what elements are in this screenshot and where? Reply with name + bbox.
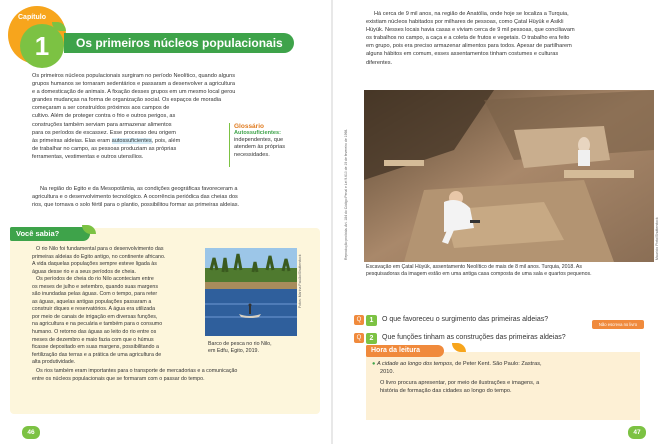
text-line: às primeiras aldeias. Elas eram autossuficientes, pois, além <box>32 137 181 144</box>
text-line: e a domesticação de animais. A fixação desses grupos em um mesmo local gerou <box>32 89 236 96</box>
text-line: humano. O retorno das águas ao leito do rio entre os <box>32 329 157 336</box>
question-number: 2 <box>366 333 377 344</box>
text-line: para os períodos de escassez. Esse processo deu origem <box>32 129 176 136</box>
text-line: Os períodos de cheia do rio Nilo aconteciam entre <box>36 276 154 283</box>
text-line: águas desse rio e a seus períodos de cheia. <box>32 268 136 275</box>
excavation-photo <box>364 90 654 262</box>
text-line: Há cerca de 9 mil anos, na região de Anatólia, onde hoje se localiza a Turquia, <box>374 11 569 17</box>
text-line: O livro procura apresentar, por meio de ilustrações e imagens, a <box>380 380 540 386</box>
nile-photo-caption <box>208 341 298 355</box>
notebook-notice: Não escreva no livro <box>592 320 644 329</box>
copyright-notice: Reprodução proibida. Art. 184 do Código Penal e Lei 9.610 de 19 de fevereiro de 1998. <box>344 128 348 260</box>
text-line: os meses de julho e setembro, quando suas margens <box>32 283 159 290</box>
glossary-box <box>229 123 309 167</box>
text-line: entre os núcleos populacionais que se formaram com o passar do tempo. <box>32 375 205 382</box>
question-number: 1 <box>366 315 377 326</box>
chapter-title: Os primeiros núcleos populacionais <box>64 33 294 53</box>
oral-activity-icon: Q <box>354 315 364 325</box>
text-line: independentes, que <box>234 137 284 144</box>
text-line: O rio Nilo foi fundamental para o desenvolvimento das <box>36 246 164 252</box>
text-line: Na região do Egito e da Mesopotâmia, as condições geográficas favoreceram a <box>40 186 238 192</box>
left-page <box>0 0 331 444</box>
text-line: atendem às próprias <box>234 144 285 151</box>
oral-activity-icon: Q <box>354 333 364 343</box>
book-reference: ● A cidade ao longo dos tempos, de Peter Kent. São Paulo: Zastras, <box>372 361 542 367</box>
chapter-number: 1 <box>20 24 64 68</box>
text-line: alguns hábitos em comum, esses assentamentos tinham costumes e culturas <box>366 51 559 58</box>
voce-sabia-title: Você sabia? <box>10 227 90 241</box>
glossary-title: Glossário <box>234 123 264 130</box>
text-line: primeiras aldeias do Egito antigo, no continente africano. <box>32 253 166 260</box>
excavation-credit: Mauricio Pinto/Shutterstock <box>655 217 659 260</box>
text-line: Barco de pesca no rio Nilo, <box>208 341 272 347</box>
question-text: O que favoreceu o surgimento das primeiras aldeias? <box>382 316 549 323</box>
chapter-label: Capítulo <box>18 14 46 21</box>
text-line: construir diques e reservatórios. A água era utilizada <box>32 306 156 313</box>
text-line: por meio de canais de irrigação em diversas funções, <box>32 313 158 320</box>
text-line: pesquisadoras da imagem estão em uma antiga casa composta de uma sala e quartos pequenos. <box>366 271 592 277</box>
chapter-badge <box>8 6 66 64</box>
text-line: 2010. <box>380 369 394 375</box>
text-line: ferramentas, vestimentas e outros utensílios. <box>32 153 144 160</box>
text-line: começaram a ser construídos próximos aos campos de <box>32 105 170 112</box>
text-line: construções também serviam para armazenar alimentos <box>32 121 172 128</box>
text-line: Os primeiros núcleos populacionais surgiram no período Neolítico, quando alguns <box>32 73 236 79</box>
text-line: Os rios também eram importantes para o transporte de mercadorias e a comunicação <box>36 368 238 374</box>
text-line: na agricultura e na pecuária e também para o consumo <box>32 321 163 328</box>
glossary-term: Autossuficientes: <box>234 130 281 136</box>
text-line: os trabalhos no campo, a caça e a coleta de frutos e vegetais. O trabalho era feito <box>366 35 570 42</box>
text-line: são inundadas pelas águas. Com o tempo, para reter <box>32 291 158 298</box>
text-line: Escavação em Çatal Hüyük, assentamento Neolítico de mais de 8 mil anos. Turquia, 2018. As <box>366 264 582 270</box>
text-line: em Edfu, Egito, 2019. <box>208 348 259 354</box>
text-line: rios, que tornava o solo fértil para o plantio, possibilitou formar as primeiras aldeias. <box>32 202 240 209</box>
nile-photo-illustration <box>205 248 297 336</box>
excavation-caption <box>366 264 658 278</box>
text-line: Hüyük. Nesses locais havia casas e viviam cerca de 9 mil pessoas, que conciliavam <box>366 27 575 34</box>
text-line: fertilização das terras e a prática de uma agricultura de <box>32 351 162 358</box>
voce-sabia-text <box>32 246 204 367</box>
photo-credit: Fotos: Marina Paixão/Shutterstock <box>298 254 302 308</box>
text-line: em grupo, pois era preciso armazenar alimentos para todos. Apesar de partilharem <box>366 43 572 50</box>
text-line: as águas, aquelas antigas populações passaram a <box>32 298 152 305</box>
glossary-term-highlight[interactable]: autossuficientes <box>111 137 152 144</box>
question-text: Que funções tinham as construções das primeiras aldeias? <box>382 334 566 341</box>
text-line: história de formação das cidades ao longo do tempo. <box>380 388 512 394</box>
book-title: A cidade ao longo dos tempos <box>376 361 452 367</box>
voce-sabia-text-wide <box>32 368 320 383</box>
excavation-illustration <box>364 90 654 262</box>
text-line: diferentes. <box>366 59 393 66</box>
anatolia-paragraph <box>366 10 662 67</box>
glossary-definition <box>234 130 309 159</box>
reading-hour-title: Hora da leitura <box>366 345 444 357</box>
page-number: 46 <box>22 426 40 439</box>
text-line: de trabalhar no campo, as pessoas produziam as próprias <box>32 145 177 152</box>
nile-boat-photo <box>205 248 297 336</box>
page-number: 47 <box>628 426 646 439</box>
text-line: A vida daquelas populações sempre esteve ligada às <box>32 261 157 268</box>
egypt-paragraph <box>32 185 324 209</box>
text-line: ficasse depositado em suas margens, possibilitando a <box>32 344 159 351</box>
text-line: necessidades. <box>234 151 270 158</box>
text-line: cultivo. Além de proteger contra o frio e outros perigos, as <box>32 113 176 120</box>
text-line: existiam núcleos habitados por milhares de pessoas, como Çatal Hüyük e Asikli <box>366 19 564 26</box>
text-line: grandes mudanças na forma de organização social. Os espaços de moradia <box>32 97 222 104</box>
text-line: grupos humanos se tornaram sedentários e passaram a desenvolver a agricultura <box>32 81 236 88</box>
text-line: alta produtividade. <box>32 359 76 366</box>
text-line: agricultura e o desenvolvimento tecnológico. A ocorrência periódica das cheias dos <box>32 194 238 201</box>
reading-hour-text <box>372 360 636 395</box>
text-line: meses de dezembro e maio fazia com que o húmus <box>32 336 154 343</box>
